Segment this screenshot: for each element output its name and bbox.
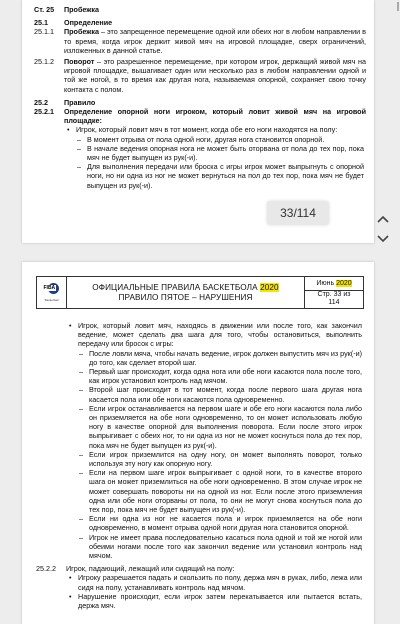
section-title: Правило <box>64 97 96 107</box>
sub-list-item: – После ловли мяча, чтобы начать ведение, игрок должен выпустить мяч из рук(-и) до того, как сделает второй шаг. <box>89 349 362 367</box>
section-title: Определение <box>64 18 113 28</box>
section-number: 25.1 <box>34 18 48 28</box>
basketball-icon <box>43 283 61 297</box>
clause-text <box>64 57 366 94</box>
header-title <box>67 277 305 308</box>
list-item <box>78 321 364 560</box>
header-title-line1 <box>67 283 304 293</box>
sub-list-item: – Игрок не имеет права последовательно касаться пола одной и той же ногой или обеими ногами после того как закончил ведение или установил контроль над мячом. <box>89 533 362 561</box>
sub-list-item: – Если на первом шаге игрок выпрыгивает с одной ноги, то в качестве второго шага он может приземлиться на обе ноги одновременно. В этом случае игрок не может совершать повороты ни на одной из ног. Если после этого приземления одна или обе ноги оторваны от пола, то они не могут снова коснуться пола до тех пор, пока мяч не будет выпущен из рук(-и). <box>89 468 362 514</box>
bullet-list <box>78 573 364 610</box>
term: Пробежка <box>64 27 99 37</box>
clause-25-1-1 <box>34 27 366 55</box>
page-indicator: 33/114 <box>267 201 329 225</box>
logo-subtext: Basketball <box>44 298 59 302</box>
header-meta <box>305 277 363 308</box>
title-year: 2020 <box>260 283 279 292</box>
clause-25-1-2 <box>34 57 366 94</box>
header-page-total: 114 <box>328 299 340 307</box>
bullet-list <box>76 125 366 189</box>
sub-list-item: – В момент отрыва от пола одной ноги, другая нога становится опорной. <box>87 135 364 144</box>
bullet-list <box>78 321 364 560</box>
clause-25-2-1 <box>34 107 366 125</box>
section-number: 25.2 <box>34 97 48 107</box>
sub-list-item: – Для выполнения передачи или броска с игры игрок может выпрыгнуть с опорной ноги, но ни одна из ног не может вернуться на пол до тех пор, пока мяч не будет выпущен из рук(-и). <box>87 162 364 190</box>
sub-list-item: – Первый шаг происходит, когда одна нога или обе ноги касаются пола после того, как игрок установил контроль над мячом. <box>89 367 362 385</box>
list-item: • Нарушение происходит, если игрок затем перекатывается или пытается встать, держа мяч. <box>78 592 364 610</box>
clause-number: 25.2.2 <box>36 564 56 574</box>
clause-text: Игрок, падающий, лежащий или сидящий на полу: <box>66 564 235 574</box>
previous-page-button[interactable] <box>376 214 390 224</box>
section-heading <box>34 18 366 27</box>
article-title: Пробежка <box>64 5 99 14</box>
sub-list <box>87 135 364 190</box>
sub-list-item: – Второй шаг происходит в тот момент, когда после первого шага другая нога касается пола или обе ноги касаются пола одновременно. <box>89 385 362 403</box>
clause-text <box>64 27 366 55</box>
list-item-text: Игрок, который ловит мяч, находясь в движении или после того, как закончил ведение, может сделать два шага для того, чтобы остановиться, выполнить передачу или бросок с игры: <box>78 321 362 349</box>
next-page-button[interactable] <box>376 234 390 244</box>
article-heading <box>34 5 366 14</box>
clause-number: 25.1.1 <box>34 27 54 37</box>
section-heading <box>34 98 366 107</box>
sub-list-item: – В начале ведения опорная нога не может быть оторвана от пола до тех пор, пока мяч не будет выпущен из рук(-и). <box>87 144 364 162</box>
clause-number: 25.2.1 <box>34 107 54 117</box>
list-item: • Игроку разрешается падать и скользить по полу, держа мяч в руках, либо, лежа или сидя на полу, устанавливать контроль над мячом. <box>78 573 364 591</box>
clause-number: 25.1.2 <box>34 57 54 67</box>
sub-list <box>89 349 362 561</box>
date-year: 2020 <box>336 280 352 287</box>
logo-text: FIBA <box>43 285 56 291</box>
header-date <box>305 280 363 291</box>
definition: – это разрешенное перемещение, при котором игрок, держащий живой мяч на игровой площадке, вышагивает один или несколько раз в любом направлении одной и той же ногой, в то время как другая нога, называемая опорной, сохраняет свою точку контакта с полом. <box>64 57 366 94</box>
sub-list-item: – Если игрок приземлится на одну ногу, он может выполнять поворот, только используя эту ногу как опорную ногу. <box>89 450 362 468</box>
clause-title: Определение опорной ноги игроком, который ловит живой мяч на игровой площадке: <box>64 107 366 126</box>
page-header <box>36 276 364 309</box>
header-title-line2: ПРАВИЛО ПЯТОЕ – НАРУШЕНИЯ <box>118 293 253 302</box>
fiba-logo <box>37 277 67 308</box>
date-month: Июнь <box>316 280 337 287</box>
term: Поворот <box>64 57 95 67</box>
chevron-down-icon <box>377 235 389 243</box>
sub-list-item: – Если ни одна из ног не касается пола и игрок приземляется на обе ноги одновременно, в момент отрыва одной ноги другая нога становится опорной. <box>89 514 362 532</box>
list-item-text: Игрок, который ловит мяч в тот момент, когда обе его ноги находятся на полу: <box>76 125 338 135</box>
sub-list-item: – Если игрок останавливается на первом шаге и обе его ноги касаются пола либо он приземляется на обе ноги одновременно, то он может использовать любую ногу в качестве опорной для выполнения поворота. Если после этого игрок выпрыгивает с обеих ног, то ни одна из ног не может коснуться пола до тех пор, пока мяч не будет выпущен из рук(-и). <box>89 404 362 450</box>
article-number: Ст. 25 <box>34 5 55 14</box>
list-item <box>76 125 366 189</box>
scrollbar-thumb[interactable] <box>397 2 399 11</box>
chevron-up-icon <box>377 215 389 223</box>
definition: – это запрещенное перемещение одной или обеих ног в любом направлении в то время, когда игрок держит живой мяч на игровой площадке, сверх ограничений, изложенных в данной статье. <box>64 27 366 55</box>
document-page-33 <box>22 262 374 624</box>
clause-25-2-2 <box>36 564 364 573</box>
header-page-label: Стр. 33 из <box>317 290 351 298</box>
title-prefix: ОФИЦИАЛЬНЫЕ ПРАВИЛА БАСКЕТБОЛА <box>92 283 261 292</box>
